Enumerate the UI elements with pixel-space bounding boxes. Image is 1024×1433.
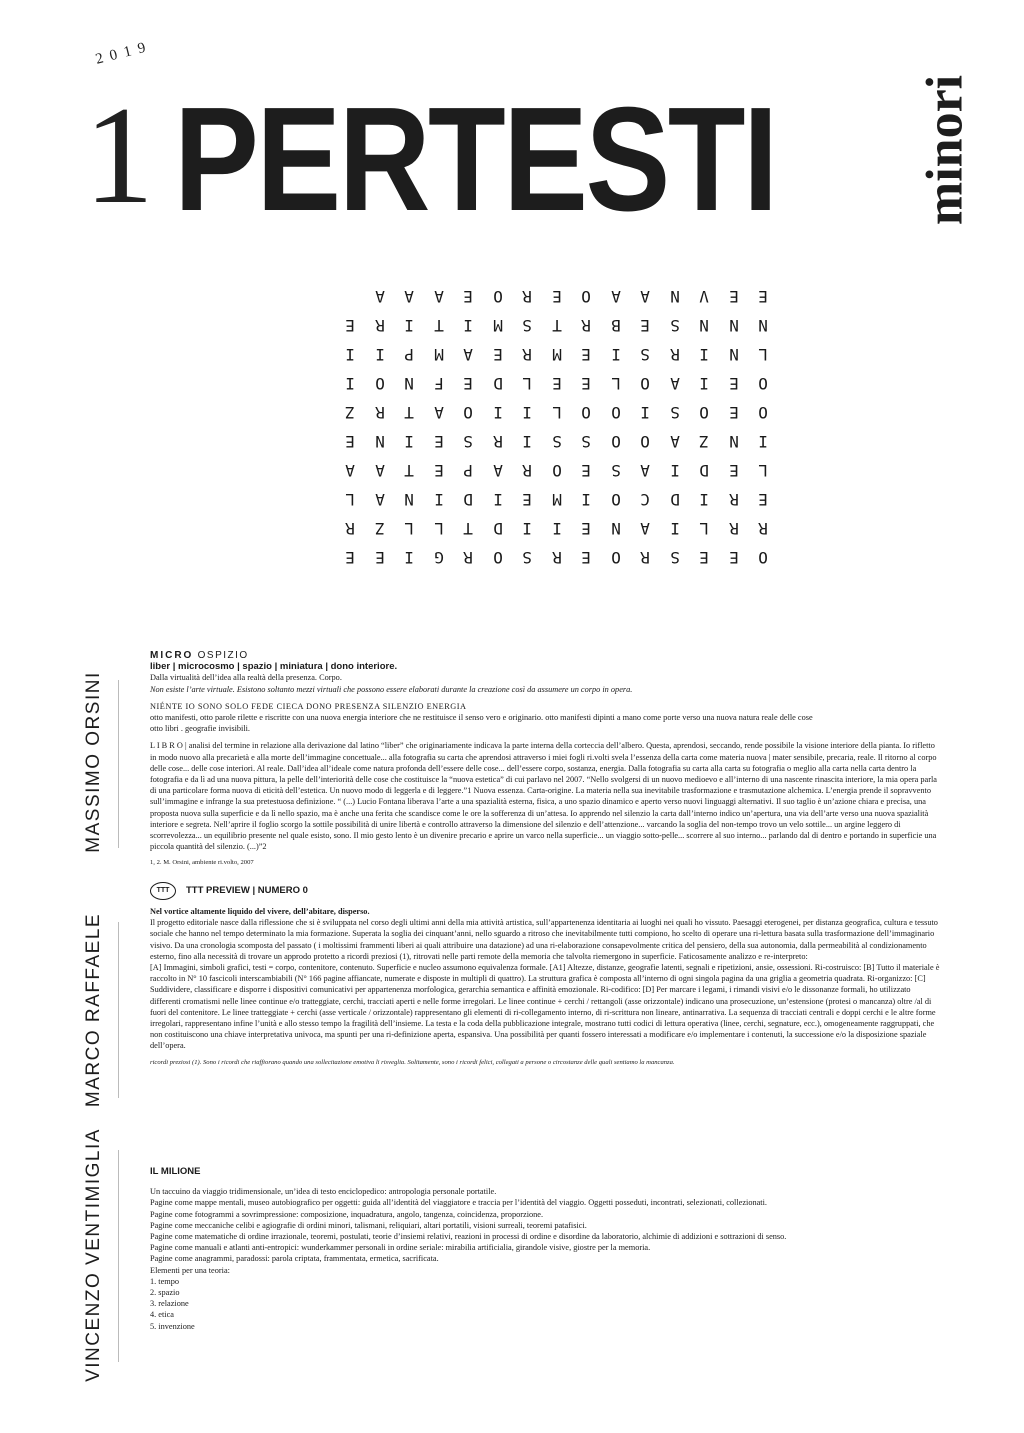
poem-letter: V [699, 287, 709, 306]
poem-letter: T [404, 461, 414, 480]
poem-letter: O [581, 287, 591, 306]
poem-letter: I [345, 345, 355, 364]
keywords: liber | microcosmo | spazio | miniatura | dono interiore. [150, 661, 398, 673]
list-item: Pagine come anagrammi, paradossi: parola criptata, frammentata, ermetica, sacrificata. [150, 1254, 439, 1264]
list-item: Pagine come meccaniche celibi e agiografie di ordini minori, talismani, reliquiari, altari portatili, visioni surreali, teoremi patafisici. [150, 1220, 587, 1230]
poem-letter: E [433, 432, 444, 451]
poem-letter: E [728, 461, 739, 480]
section-heading: IL MILIONE [150, 1166, 201, 1177]
poem-letter: E [492, 345, 503, 364]
poem-column [546, 282, 568, 572]
section-micro-ospizio [150, 650, 940, 868]
poem-letter: A [374, 490, 385, 509]
poem-column [398, 282, 420, 572]
divider [118, 1150, 119, 1362]
list-item: Elementi per una teoria: [150, 1265, 230, 1275]
list-item: 5. invenzione [150, 1321, 195, 1331]
poem-letter: I [522, 519, 532, 538]
poem-letter: P [404, 345, 414, 364]
poem-letter: E [640, 316, 650, 335]
poem-letter: A [433, 403, 444, 422]
issue-number: 1 [84, 78, 154, 233]
poem-letter: D [492, 374, 503, 393]
list-item: Pagine come manuali e atlanti anti-entropici: wunderkammer personali in ordine seriale: mirabilia artificialia, girandole visive, giostre per la memoria. [150, 1243, 651, 1253]
poem-letter: R [581, 316, 591, 335]
poem-letter: S [610, 461, 621, 480]
poem-letter: A [374, 461, 385, 480]
poem-letter: O [758, 374, 768, 393]
poem-letter: E [728, 403, 739, 422]
poem-letter: O [640, 374, 650, 393]
poem-letter: O [551, 461, 562, 480]
poem-letter: I [699, 345, 709, 364]
poem-letter: N [699, 316, 709, 335]
poem-letter: N [758, 316, 768, 335]
poem-letter: A [345, 461, 355, 480]
poem-letter: E [728, 287, 739, 306]
poem-letter: I [404, 432, 414, 451]
poem-letter: I [492, 490, 503, 509]
poem-letter: O [463, 403, 473, 422]
poem-letter: L [345, 490, 355, 509]
poem-letter: O [492, 548, 503, 567]
poem-letter: E [581, 461, 591, 480]
poem-letter: T [404, 403, 414, 422]
poem-letter: E [581, 519, 591, 538]
poem-column [634, 282, 656, 572]
section-il-milione [150, 1166, 940, 1332]
poem-letter: A [669, 432, 680, 451]
poem-letter: N [669, 287, 680, 306]
poem-letter: Z [345, 403, 355, 422]
poem-column [664, 282, 686, 572]
poem-letter: N [404, 490, 414, 509]
poem-letter: E [433, 461, 444, 480]
poem-letter: N [404, 374, 414, 393]
poem-letter: A [433, 287, 444, 306]
list-item: 2. spazio [150, 1288, 180, 1298]
poem-letter: B [610, 316, 621, 335]
poem-column [516, 282, 538, 572]
poem-letter: I [522, 432, 532, 451]
footnote: 1, 2. M. Orsini, ambiente ri.volto, 2007 [150, 859, 254, 867]
poem-letter: A [374, 287, 385, 306]
poem-column [428, 282, 450, 572]
poem-letter: M [551, 490, 562, 509]
poem-letter: N [728, 316, 739, 335]
poem-letter: R [374, 316, 385, 335]
list-item: Pagine come mappe mentali, museo autobiografico per oggetti: guida all’identità del viaggiatore e traccia per l’identità del viaggio. Oggetti posseduti, incontrati, selezionati, collezionati. [150, 1198, 767, 1208]
poem-letter: D [492, 519, 503, 538]
poem-letter: M [551, 345, 562, 364]
poem-letter: E [581, 374, 591, 393]
poem-letter: T [433, 316, 444, 335]
poem-letter: I [522, 403, 532, 422]
poem-letter: I [551, 519, 562, 538]
poem-letter: I [699, 490, 709, 509]
poem-letter: S [551, 432, 562, 451]
poem-letter: E [728, 374, 739, 393]
poem-letter: M [433, 345, 444, 364]
poem-letter: R [522, 287, 532, 306]
poem-letter: O [610, 403, 621, 422]
poem-letter: E [758, 287, 768, 306]
poem-letter: I [669, 519, 680, 538]
poem-letter: F [433, 374, 444, 393]
poem-letter: A [492, 461, 503, 480]
poem-letter: L [551, 403, 562, 422]
poem-letter: E [345, 548, 355, 567]
word-list: NIÉNTE IO SONO SOLO FEDE CIECA DONO PRESENZA SILENZIO ENERGIA [150, 701, 467, 711]
author-label-massimo-orsini: MASSIMO ORSINI [83, 671, 104, 853]
heading-rest: OSPIZIO [197, 650, 249, 661]
milione-list [150, 1186, 940, 1332]
intro-line: Dalla virtualità dell’idea alla realtà della presenza. Corpo. [150, 673, 342, 683]
poem-letter: O [581, 403, 591, 422]
poem-letter: I [581, 490, 591, 509]
year: 2019 [93, 38, 155, 68]
poem-letter: L [758, 345, 768, 364]
poem-letter: G [433, 548, 444, 567]
paragraph: otto manifesti, otto parole rilette e riscritte con una nuova energia interiore che ne restituisce il senso vero e originario. otto manifesti dipinti a mano come porte verso una nuova natura reale delle cose [150, 713, 813, 723]
list-item: Pagine come fotogrammi a sovrimpressione: composizione, inquadratura, angolo, tangenza, coincidenza, proporzione. [150, 1209, 544, 1219]
poem-letter: O [492, 287, 503, 306]
poem-letter: S [581, 432, 591, 451]
poem-letter: S [669, 548, 680, 567]
poem-column [487, 282, 509, 572]
poem-letter: I [640, 403, 650, 422]
section-heading [150, 650, 940, 661]
poem-letter: D [463, 490, 473, 509]
poem-letter: R [374, 403, 385, 422]
poem-column [723, 282, 745, 572]
poem-letter: R [463, 548, 473, 567]
heading-bold: MICRO [150, 650, 194, 661]
poem-letter: E [551, 287, 562, 306]
poem-letter: E [551, 374, 562, 393]
poem-letter: L [404, 519, 414, 538]
poem-letter: A [610, 287, 621, 306]
poem-letter: N [374, 432, 385, 451]
poem-letter: E [522, 490, 532, 509]
list-item: 3. relazione [150, 1299, 189, 1309]
poem-column [605, 282, 627, 572]
poem-letter: Z [699, 432, 709, 451]
poem-letter: A [669, 374, 680, 393]
paragraph-libro: L I B R O | analisi del termine in relazione alla derivazione dal latino “liber” che originariamente indicava la parte interna della corteccia dell’albero. Questa, aprendosi, seccando, rende possibile la visione interiore della pianta. Io rifletto in modo nuovo alla precarietà e alla morte dell’immagine concettuale... alla fotografia su carta che aprendosi attraverso i miei fogli ri.volti svela l’essenza della carta come materia nuova | mater sensibile, precaria, reale. Il ritorno al corpo delle cose... delle cose interiori. Al reale. Dall’idea all’ideale come natura profonda dell’essere delle cose... dell’essere corpo, sostanza, energia. Dalla fotografia su carta alla carta su fotografia o meglio alla carta nella carta dentro la fotografia e da lì ad una nuova pittura, la pelle dell’interiorità delle cose che costituisce la “nuova estetica” di cui parlavo nel 2007. “Nello svolgersi di un nuovo medioevo e all’interno di una nascente rinascita interiore, la mia opera parla di una particolare forma nuova di eticità dell’estetica. Un nuovo modo di leggerla e di leggere.”1 Nuova essenza. Carta-origine. La materia nella sua inevitabile trasformazione e trasmutazione alchemica. L’energia prende il sopravvento sull’immagine e infrange la sua pretestuosa definizione. “ (...) Lucio Fontana liberava l’arte a una spazialità esterna, fisica, a uno spazio dinamico e aperto verso nuovi linguaggi alternativi. Il suo taglio è un’azione chiara e precisa, una proposta nuova sulla superficie e da lì nello spazio, ma è anche una ferita che scandisce come le ore la sofferenza di un’attesa. Io apprendo nel silenzio la carta dall’interno indico un’apertura, una via dell’arte verso una nuova spazialità interiore e segreta. Nell’aprire il foglio scorgo la sottile possibilità di unire libertà e controllo attraverso la dimensione del silenzio e dell’attenzione... varcando la soglia del non-tempo trovo un velo sottile... un argine leggero di scorrevolezza... un equilibrio presente nel quale esisto, sono. Il mio gesto lento è un divenire precario e aprire un varco nella superficie... un viaggio sotto-pelle... scorrere al suo interno... parlando dal di dentro e portando in superficie una piccola quantità del silenzio. (...)”2 [150, 741, 937, 852]
poem-column [752, 282, 774, 572]
poem-letter: R [669, 345, 680, 364]
poem-letter: I [669, 461, 680, 480]
paragraph: Il progetto editoriale nasce dalla riflessione che si è sviluppata nel corso degli ultimi anni della mia attività artistica, sull’appartenenza identitaria ai luoghi nei quali ho vissuto. Paesaggi eterogenei, per distanza geografica, cultura e tessuto sociale che hanno nel tempo determinato la mia formazione. Superata la soglia dei cinquant’anni, nello sguardo a ritroso che inevitabilmente tutti compiono, ho scelto di operare una ri-lettura basata sulla trasformazione dell’immaginario visivo. Da una cronologia scomposta del passato ( i moltissimi frammenti liberi ai quali attribuire una datazione) ad una ri-elaborazione consapevolmente critica del pensiero, della sua autonomia, dalla permeabilità al condizionamento esterno, fino alla necessità di trovare un approdo protetto a ricordi preziosi (1), ritrovati nelle parti remote della memoria che talvolta riemergono in superficie. Faticosamente analizzo e re-interpreto: [150, 918, 938, 961]
poem-letter: R [758, 519, 768, 538]
poem-letter: C [640, 490, 650, 509]
poem-letter: O [758, 403, 768, 422]
poem-letter: T [551, 316, 562, 335]
poem-letter: E [345, 316, 355, 335]
poem-letter: O [758, 548, 768, 567]
paragraph: [A] Immagini, simboli grafici, testi = corpo, contenitore, contenuto. Superficie e nucleo assumono equivalenza formale. [A1] Altezze, distanze, geografie latenti, segnali e ripetizioni, ansie, ossessioni. Ri-costruisco: [B] Tutto il materiale è raccolto in N° 10 fascicoli interscambiabili (N° 166 pagine affiancate, numerate e disposte in multipli di quattro). La struttura grafica è composta all’interno di ogni singola pagina da una griglia a geometria quadrata. Ri-organizzo: [C] Suddividere, classificare e disporre i dispositivi comunicativi per appartenenza morfologica, gerarchia semantica e affinità emozionale. Ri-codifico: [D] Per marcare i legami, i rimandi visivi e/o le dissonanze formali, ho utilizzato differenti cromatismi nelle linee continue e/o tratteggiate, cerchi, tracciati aperti e nelle forme irregolari. Le linee continue + cerchi / rettangoli (asse orizzontale) indicano una prosecuzione, un’estensione (protesi o mancanza) oltre /al di fuori del contenitore. Le linee tratteggiate + cerchi (asse verticale / orizzontale) rappresentano gli elementi di ri-collegamento interno, di ri-scrittura non lineare, antinarrativa. La sequenza di tracciati centrali e doppi cerchi e le altre forme irregolari, rappresentano infine l’unità e allo stesso tempo la fragilità dell’insieme. La testa e la coda della pubblicazione integrale, mostrano tutti codici di lettura operativa (linee, cerchi, segnature, ecc.), omogeneamente raggruppati, che non costituiscono una chiave interpretativa univoca, ma spunti per una ri-definizione aperta, espansiva. Una possibilità per quanti fossero interessati a modificare e/o implementare i contenuti, la successione e/o la disposizione spaziale dell’opera. [150, 963, 940, 1051]
magazine-title: PERTESTI [174, 77, 776, 242]
poem-letter: M [492, 316, 503, 335]
poem-letter: D [699, 461, 709, 480]
poem-letter: S [463, 432, 473, 451]
footnote: ricordi preziosi (1). Sono i ricordi che riaffiorano quando una sollecitazione emotiva li risveglia. Solitamente, sono i ricordi felici, collegati a persone o circostanze delle quali sentiamo la mancanza. [150, 1058, 675, 1066]
list-item: Pagine come matematiche di ordine irrazionale, teoremi, postulati, teorie d’insiemi relativi, reazioni in processi di ordine e disordine da laboratorio, alchimie di addizioni e sottrazioni di senso. [150, 1232, 787, 1242]
divider [118, 922, 119, 1098]
divider [118, 680, 119, 848]
poem-letter: E [581, 345, 591, 364]
poem-letter: N [728, 432, 739, 451]
poem-letter: A [640, 519, 650, 538]
poem-letter: S [640, 345, 650, 364]
poem-column [457, 282, 479, 572]
poem-letter: I [610, 345, 621, 364]
poem-letter: E [345, 432, 355, 451]
poem-letter: L [610, 374, 621, 393]
poem-letter: R [345, 519, 355, 538]
poem-letter: N [610, 519, 621, 538]
poem-letter: S [522, 548, 532, 567]
section-ttt-preview [150, 882, 940, 1067]
poem-letter: R [522, 461, 532, 480]
poem-letter: R [728, 519, 739, 538]
poem-letter: L [433, 519, 444, 538]
poem-letter: S [669, 403, 680, 422]
poem-letter: E [463, 287, 473, 306]
list-item: 1. tempo [150, 1276, 180, 1286]
poem-letter: A [463, 345, 473, 364]
poem-letter: O [610, 490, 621, 509]
poem-letter: P [463, 461, 473, 480]
list-item: 4. etica [150, 1310, 174, 1320]
poem-letter: L [699, 519, 709, 538]
poem-letter: Z [374, 519, 385, 538]
ttt-logo-icon: TTT [150, 882, 176, 900]
poem-grid [330, 282, 770, 582]
poem-letter: I [404, 316, 414, 335]
poem-column [693, 282, 715, 572]
poem-letter: I [758, 432, 768, 451]
poem-letter: R [492, 432, 503, 451]
poem-letter: E [728, 548, 739, 567]
poem-letter: E [374, 548, 385, 567]
poem-column [339, 282, 361, 572]
poem-letter: I [345, 374, 355, 393]
poem-letter: S [522, 316, 532, 335]
poem-letter: R [522, 345, 532, 364]
poem-letter: I [374, 345, 385, 364]
poem-column [575, 282, 597, 572]
poem-letter: E [581, 548, 591, 567]
list-item: Un taccuino da viaggio tridimensionale, un’idea di testo enciclopedico: antropologia personale portatile. [150, 1187, 497, 1197]
section-heading: TTT PREVIEW | NUMERO 0 [186, 885, 308, 897]
poem-column [369, 282, 391, 572]
poem-letter: E [463, 374, 473, 393]
poem-letter: R [640, 548, 650, 567]
paragraph: otto libri . geografie invisibili. [150, 724, 251, 734]
poem-letter: O [610, 548, 621, 567]
poem-letter: R [728, 490, 739, 509]
poem-letter: I [492, 403, 503, 422]
section-subtitle: Nel vortice altamente liquido del vivere, dell’abitare, disperso. [150, 907, 370, 916]
poem-letter: S [669, 316, 680, 335]
poem-letter: O [610, 432, 621, 451]
poem-letter: I [699, 374, 709, 393]
poem-letter: O [640, 432, 650, 451]
poem-letter: N [728, 345, 739, 364]
poem-letter: D [669, 490, 680, 509]
poem-letter: A [640, 461, 650, 480]
poem-letter: I [404, 548, 414, 567]
poem-letter: L [758, 461, 768, 480]
poem-letter: O [374, 374, 385, 393]
poem-letter: O [699, 403, 709, 422]
author-label-vincenzo-ventimiglia: VINCENZO VENTIMIGLIA [83, 1128, 104, 1382]
author-label-marco-raffaele: MARCO RAFFAELE [83, 912, 104, 1108]
poem-letter: T [463, 519, 473, 538]
poem-letter: E [699, 548, 709, 567]
poem-letter: A [640, 287, 650, 306]
poem-letter: I [433, 490, 444, 509]
poem-letter: L [522, 374, 532, 393]
poem-letter: E [758, 490, 768, 509]
poem-letter: R [551, 548, 562, 567]
poem-letter: I [463, 316, 473, 335]
intro-italic: Non esiste l’arte virtuale. Esistono soltanto mezzi virtuali che possono essere elaborati durante la creazione così da assumere un corpo in opera. [150, 684, 633, 694]
poem-letter: A [404, 287, 414, 306]
magazine-subtitle: minori [916, 74, 974, 226]
